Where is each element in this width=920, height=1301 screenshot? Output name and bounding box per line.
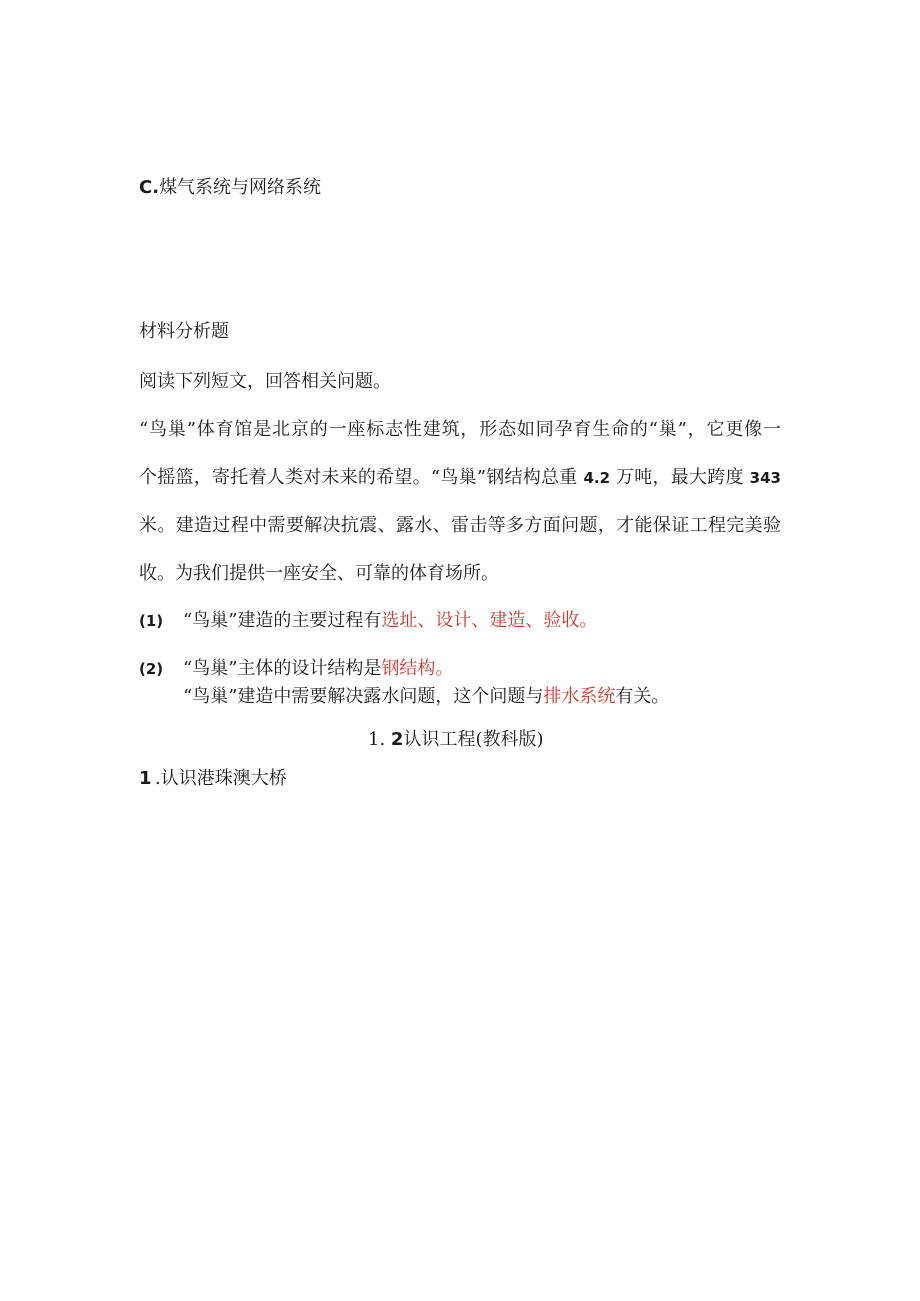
option-c-letter: C.: [139, 177, 160, 198]
question-2-number: (2): [139, 660, 164, 678]
item-1-number: 1: [139, 768, 152, 789]
option-c-text: 煤气系统与网络系统: [159, 177, 322, 198]
passage-line-3: 米。建造过程中需要解决抗震、露水、雷击等多方面问题，才能保证工程完美验: [139, 515, 781, 536]
question-3-prefix: “鸟巢”建造中需要解决露水问题，这个问题与: [183, 686, 544, 707]
passage-span-value: 343: [749, 469, 781, 487]
question-3-answer: 排水系统: [543, 686, 616, 707]
passage-line-2-b: 万吨，最大跨度: [616, 467, 744, 488]
lesson-title: 认识工程(教科版): [403, 729, 544, 750]
question-3-suffix: 有关。: [615, 686, 670, 707]
passage-line-4: 收。为我们提供一座安全、可靠的体育场所。: [139, 563, 499, 584]
question-1: [139, 609, 597, 633]
passage-line-1: “鸟巢”体育馆是北京的一座标志性建筑，形态如同孕育生命的“巢”，它更像一: [139, 419, 781, 440]
instruction-text: 阅读下列短文，回答相关问题。: [139, 371, 391, 392]
question-1-answer: 选址、设计、建造、验收。: [381, 610, 598, 631]
question-3: [183, 685, 669, 709]
item-1-text: .认识港珠澳大桥: [155, 768, 287, 789]
option-c: [139, 176, 321, 200]
lesson-heading: [368, 728, 544, 752]
lesson-number-b: 2: [390, 729, 404, 750]
question-2-prefix: “鸟巢”主体的设计结构是: [183, 658, 382, 679]
section-title: 材料分析题: [139, 321, 229, 342]
lesson-number-a: 1.: [368, 729, 386, 750]
question-2-answer: 钢结构。: [381, 658, 454, 679]
passage-line-2: [139, 466, 781, 490]
passage-weight-value: 4.2: [583, 469, 611, 487]
question-2: [139, 657, 453, 681]
item-1: [139, 767, 287, 791]
question-1-number: (1): [139, 612, 164, 630]
passage-line-2-a: 个摇篮，寄托着人类对未来的希望。“鸟巢”钢结构总重: [139, 467, 578, 488]
question-1-prefix: “鸟巢”建造的主要过程有: [183, 610, 382, 631]
